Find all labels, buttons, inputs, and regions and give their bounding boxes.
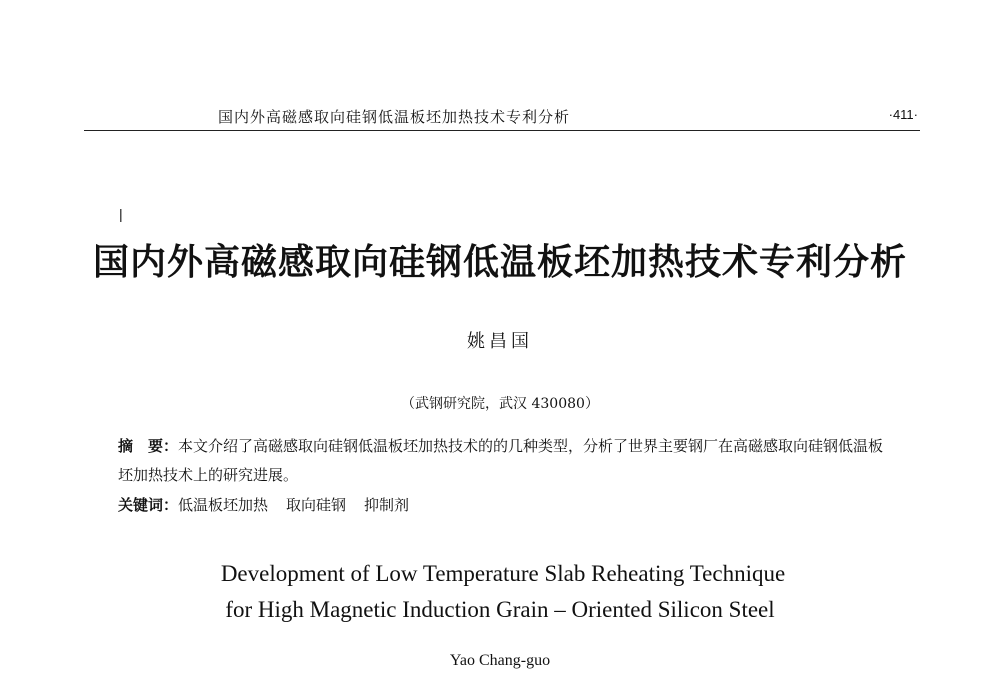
title-en-line-1: Development of Low Temperature Slab Reheating Technique: [220, 561, 786, 586]
keyword-item: 取向硅钢: [286, 496, 347, 514]
header-rule: [84, 130, 920, 131]
abstract-label: 摘 要：: [118, 438, 179, 455]
title-en-line-2: for High Magnetic Induction Grain – Oriented Silicon Steel: [225, 597, 775, 622]
abstract: [118, 432, 888, 489]
running-title: 国内外高磁感取向硅钢低温板坯加热技术专利分析: [217, 108, 570, 126]
margin-marker: |: [119, 206, 123, 222]
keyword-item: 抑制剂: [364, 496, 410, 514]
keyword-item: 低温板坯加热: [178, 496, 269, 514]
page-number: ·411·: [888, 107, 918, 122]
article-title: 国内外高磁感取向硅钢低温板坯加热技术专利分析: [92, 241, 907, 283]
keywords-label: 关键词：: [118, 497, 179, 514]
keywords: [118, 494, 888, 517]
running-head: [84, 106, 920, 126]
article-title-en: [0, 556, 1000, 628]
author-name-en: Yao Chang-guo: [449, 652, 551, 669]
abstract-text: 本文介绍了高磁感取向硅钢低温板坯加热技术的的几种类型，分析了世界主要钢厂在高磁感取向硅钢低温板坯加热技术上的研究进展。: [118, 437, 884, 484]
author-affiliation: （武钢研究院，武汉 430080）: [401, 396, 599, 412]
author-name-cn: 姚昌国: [467, 331, 533, 352]
